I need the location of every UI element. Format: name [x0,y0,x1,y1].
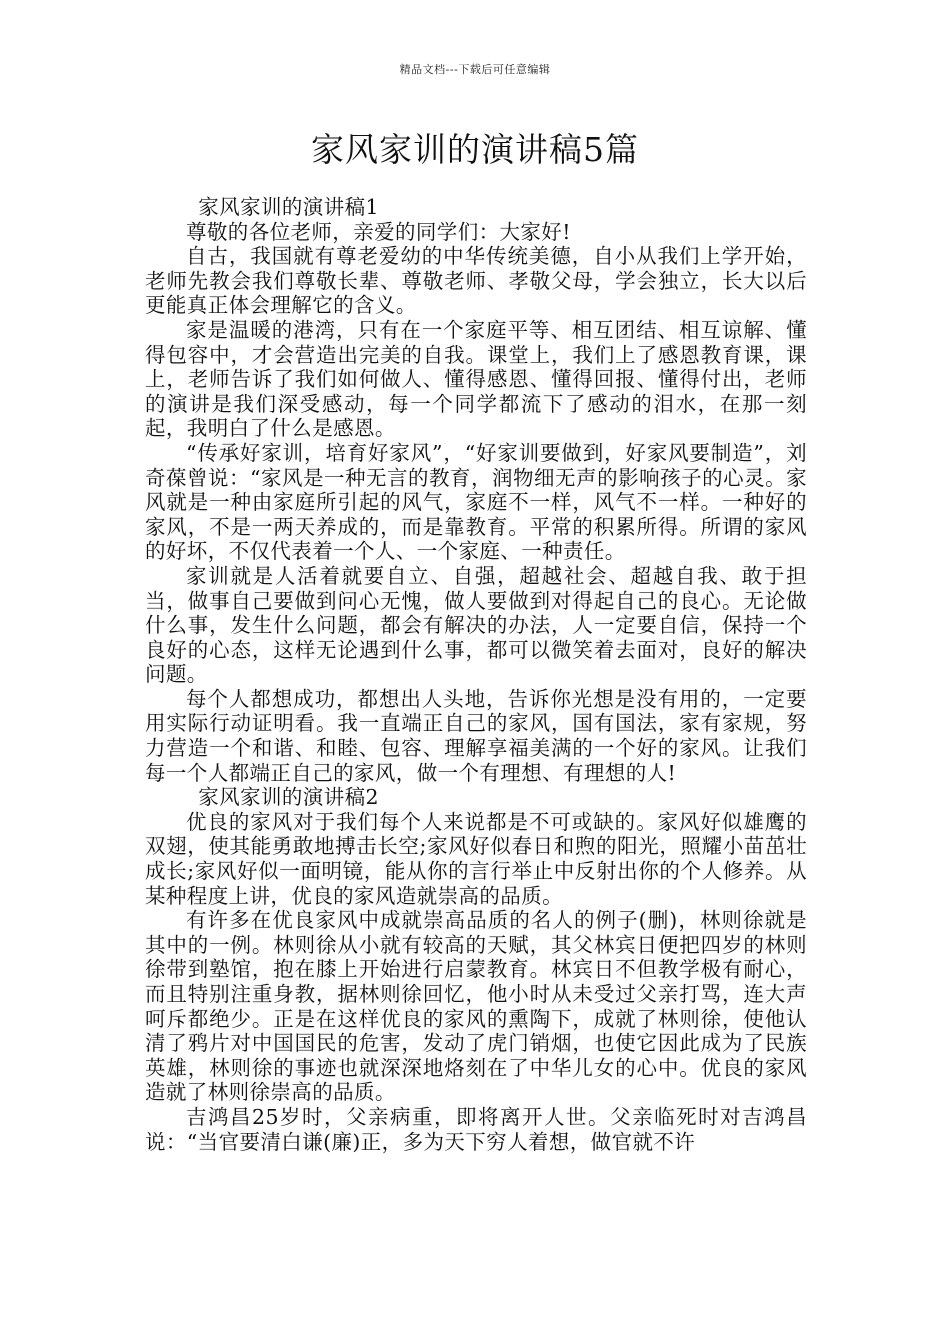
body-paragraph: 家训就是人活着就要自立、自强，超越社会、超越自我、敢于担当，做事自己要做到问心无愧，做人要做到对得起自己的良心。无论做什么事，发生什么问题，都会有解决的办法，人一定要自信，保持一个良好的心态，这样无论遇到什么事，都可以微笑着去面对，良好的解决问题。 [145,563,807,687]
body-paragraph: 家是温暖的港湾，只有在一个家庭平等、相互团结、相互谅解、懂得包容中，才会营造出完美的自我。课堂上，我们上了感恩教育课，课上，老师告诉了我们如何做人、懂得感恩、懂得回报、懂得付出，老师的演讲是我们深受感动，每一个同学都流下了感动的泪水，在那一刻起，我明白了什么是感恩。 [145,317,807,441]
body-paragraph: 自古，我国就有尊老爱幼的中华传统美德，自小从我们上学开始，老师先教会我们尊敬长辈、尊敬老师、孝敬父母，学会独立，长大以后更能真正体会理解它的含义。 [145,244,807,318]
greeting-paragraph: 尊敬的各位老师，亲爱的同学们：大家好! [186,219,571,244]
body-paragraph: “传承好家训，培育好家风”，“好家训要做到，好家风要制造”，刘奇葆曾说：“家风是一种无言的教育，润物细无声的影响孩子的心灵。家风就是一种由家庭所引起的风气，家庭不一样，风气不一样。一种好的家风，不是一两天养成的，而是靠教育。平常的积累所得。所谓的家风的好坏，不仅代表着一个人、一个家庭、一种责任。 [145,440,807,564]
body-paragraph: 有许多在优良家风中成就崇高品质的名人的例子(删)，林则徐就是其中的一例。林则徐从小就有较高的天赋，其父林宾日便把四岁的林则徐带到塾馆，抱在膝上开始进行启蒙教育。林宾日不但教学极有耐心，而且特别注重身教，据林则徐回忆，他小时从未受过父亲打骂，连大声呵斥都绝少。正是在这样优良的家风的熏陶下，成就了林则徐，使他认清了鸦片对中国国民的危害，发动了虎门销烟，也使它因此成为了民族英雄，林则徐的事迹也就深深地烙刻在了中华儿女的心中。优良的家风造就了林则徐崇高的品质。 [145,908,807,1105]
body-paragraph: 吉鸿昌25岁时，父亲病重，即将离开人世。父亲临死时对吉鸿昌说：“当官要清白谦(廉)正，多为天下穷人着想，做官就不许 [145,1104,807,1154]
document-title: 家风家训的演讲稿5篇 [311,130,639,169]
document-body [145,195,807,1154]
section-heading-speech-2: 家风家训的演讲稿2 [198,785,379,810]
body-paragraph: 优良的家风对于我们每个人来说都是不可或缺的。家风好似雄鹰的双翅，使其能勇敢地搏击长空;家风好似春日和煦的阳光，照耀小苗茁壮成长;家风好似一面明镜，能从你的言行举止中反射出你的个人修养。从某种程度上讲，优良的家风造就崇高的品质。 [145,809,807,908]
body-paragraph: 每个人都想成功，都想出人头地，告诉你光想是没有用的，一定要用实际行动证明看。我一直端正自己的家风，国有国法，家有家规，努力营造一个和谐、和睦、包容、理解享福美满的一个好的家风。让我们每一个人都端正自己的家风，做一个有理想、有理想的人! [145,686,807,785]
page-header-note: 精品文档---下载后可任意编辑 [399,63,551,76]
section-heading-speech-1: 家风家训的演讲稿1 [198,195,379,219]
